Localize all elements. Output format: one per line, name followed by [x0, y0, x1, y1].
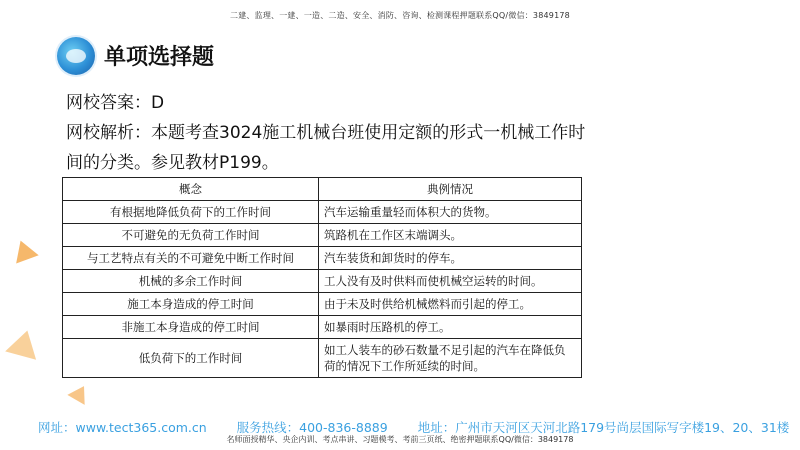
decorative-triangle-icon — [67, 381, 92, 405]
table-cell-concept: 与工艺特点有关的不可避免中断工作时间 — [63, 247, 319, 270]
table-cell-concept: 低负荷下的工作时间 — [63, 339, 319, 378]
answer-text: 网校答案：D — [66, 93, 165, 113]
table-cell-concept: 不可避免的无负荷工作时间 — [63, 224, 319, 247]
footer-website-link[interactable]: 网址：www.tect365.com.cn — [38, 420, 207, 435]
table-row — [63, 316, 582, 339]
table-cell-concept: 机械的多余工作时间 — [63, 270, 319, 293]
table-row — [63, 201, 582, 224]
table-row — [63, 247, 582, 270]
table-cell-concept: 施工本身造成的停工时间 — [63, 293, 319, 316]
decorative-triangle-icon — [9, 236, 38, 263]
table-header-row — [63, 178, 582, 201]
top-contact-note: 二建、监理、一建、一造、二造、安全、消防、咨询、检测课程押题联系QQ/微信：3849178 — [230, 11, 570, 20]
table-cell-example: 如暴雨时压路机的停工。 — [319, 316, 582, 339]
table-cell-example: 如工人装车的砂石数量不足引起的汽车在降低负荷的情况下工作所延续的时间。 — [319, 339, 582, 378]
table-row — [63, 270, 582, 293]
school-logo-icon — [57, 37, 95, 75]
table-cell-example: 汽车运输重量轻而体积大的货物。 — [319, 201, 582, 224]
table-cell-concept: 非施工本身造成的停工时间 — [63, 316, 319, 339]
table-cell-example: 由于未及时供给机械燃料而引起的停工。 — [319, 293, 582, 316]
table-row — [63, 224, 582, 247]
column-header-concept: 概念 — [63, 178, 319, 201]
table-row — [63, 339, 582, 378]
decorative-triangle-icon — [5, 326, 43, 359]
analysis-text: 网校解析：本题考查3024施工机械台班使用定额的形式一机械工作时间的分类。参见教材P199。 — [66, 123, 586, 173]
table-row — [63, 293, 582, 316]
footer-hotline: 服务热线：400-836-8889 — [236, 420, 388, 435]
table-cell-example: 汽车装货和卸货时的停车。 — [319, 247, 582, 270]
footer-address: 地址：广州市天河区天河北路179号尚层国际写字楼19、20、31楼 — [417, 420, 790, 435]
machine-time-table — [62, 177, 582, 378]
bottom-contact-note: 名师面授精华、央企内训、考点串讲、习题模考、考前三页纸、绝密押题联系QQ/微信：3849178 — [226, 435, 574, 444]
table-cell-example: 工人没有及时供料而使机械空运转的时间。 — [319, 270, 582, 293]
page-title: 单项选择题 — [104, 45, 215, 70]
table-cell-concept: 有根据地降低负荷下的工作时间 — [63, 201, 319, 224]
column-header-example: 典例情况 — [319, 178, 582, 201]
table-cell-example: 筑路机在工作区末端调头。 — [319, 224, 582, 247]
